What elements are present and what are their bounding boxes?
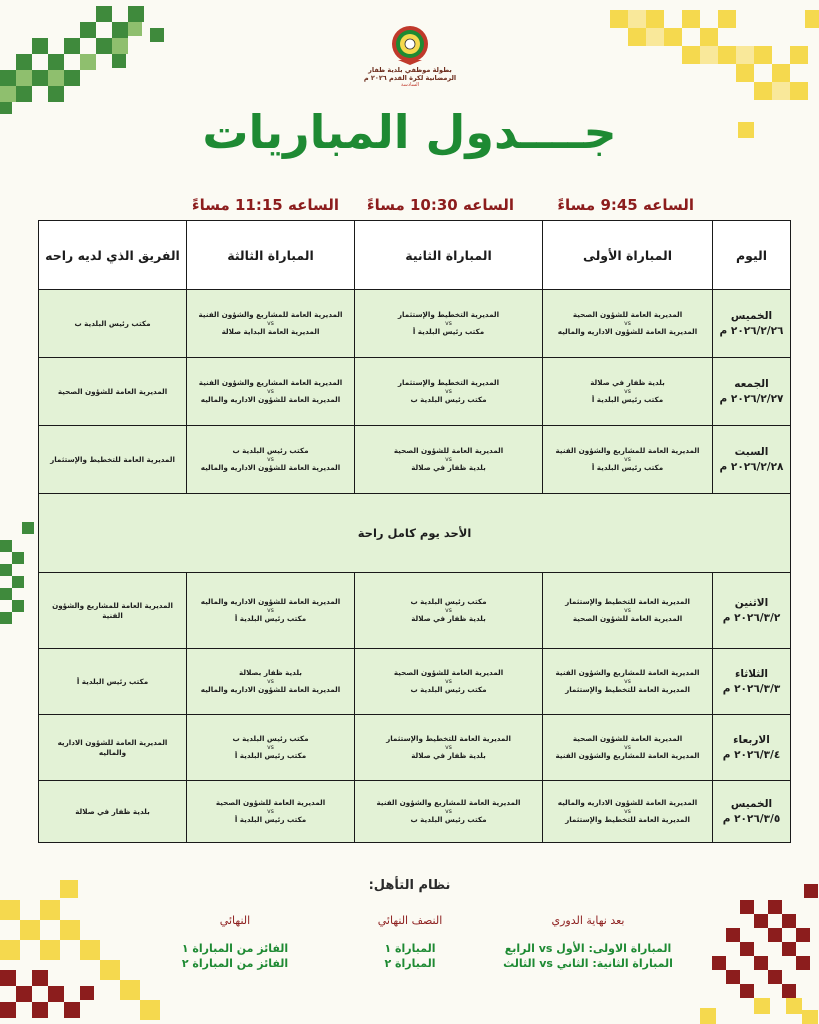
header-second-match: المباراة الثانية (355, 221, 543, 290)
off-day-cell: الأحد يوم كامل راحة (39, 494, 791, 573)
match-cell: المديرية العامة للمشاريع والشؤون الفنية vs مكتب رئيس البلدية أ (543, 426, 713, 494)
day-cell: الجمعه ٢٠٢٦/٢/٢٧ م (713, 358, 791, 426)
match-cell: المديرية العامة للمشاريع والشؤون الفنية vs المديرية العامة للتخطيط والإستثمار (543, 649, 713, 715)
match-cell: المديرية العامة المشاريع والشؤون الفنية vs المديرية العامة للشؤون الاداريه والماليه (187, 358, 355, 426)
table-row (39, 649, 791, 715)
rest-team-cell: مكتب رئيس البلدية أ (39, 649, 187, 715)
match-cell: مكتب رئيس البلدية ب vs بلدية ظفار في صلالة (355, 573, 543, 649)
match-cell: المديرية العامة للشؤون الصحية vs مكتب رئيس البلدية أ (187, 781, 355, 843)
table-row (39, 573, 791, 649)
day-cell: الاثنين ٢٠٢٦/٣/٢ م (713, 573, 791, 649)
match-cell: المديرية العامة للشؤون الاداريه والماليه vs المديرية العامة للتخطيط والإستثمار (543, 781, 713, 843)
table-row (39, 426, 791, 494)
match-cell: المديرية العامة للشؤون الصحية vs مكتب رئيس البلدية ب (355, 649, 543, 715)
match-cell: بلدية ظفار بصلالة vs المديرية العامة للشؤون الاداريه والماليه (187, 649, 355, 715)
schedule-table (38, 220, 791, 843)
logo-emblem-icon (390, 24, 430, 66)
match-cell: مكتب رئيس البلدية ب vs مكتب رئيس البلدية أ (187, 715, 355, 781)
match-cell: المديرية العامة للشؤون الصحية vs المديرية العامة للشؤون الاداريه والماليه (543, 290, 713, 358)
header-first-match: المباراة الأولى (543, 221, 713, 290)
third-match-time: الساعه 11:15 مساءً (191, 196, 339, 214)
match-cell: مكتب رئيس البلدية ب vs المديرية العامة للشؤون الاداريه والماليه (187, 426, 355, 494)
final-heading: النهائي (219, 914, 251, 927)
table-row (39, 715, 791, 781)
rest-team-cell: بلدية ظفار في صلالة (39, 781, 187, 843)
rest-team-cell: المديرية العامة للشؤون الاداريه والماليه (39, 715, 187, 781)
table-row (39, 358, 791, 426)
table-header-row (39, 221, 791, 290)
off-day-row (39, 494, 791, 573)
semi-line-2: المباراة ٢ (384, 957, 436, 970)
first-match-time: الساعه 9:45 مساءً (557, 196, 694, 214)
final-line-2: الفائز من المباراة ٢ (181, 957, 289, 970)
league-heading: بعد نهاية الدوري (551, 914, 625, 927)
qualification-semi-final (345, 914, 475, 971)
match-cell: المديرية العامة للشؤون الصحية vs بلدية ظفار في صلالة (355, 426, 543, 494)
table-row (39, 781, 791, 843)
league-line-2: المباراة الثانية: الثاني vs الثالث (503, 957, 673, 970)
page-title: جــــدول المباريات (202, 105, 617, 159)
qualification-league (498, 914, 678, 971)
qualification-title: نظام التأهل: (368, 878, 451, 893)
day-cell: الخميس ٢٠٢٦/٣/٥ م (713, 781, 791, 843)
rest-team-cell: المديرية العامة للتخطيط والإستثمار (39, 426, 187, 494)
match-cell: المديرية العامة للشؤون الصحية vs المديرية العامة للمشاريع والشؤون الفنية (543, 715, 713, 781)
match-cell: المديرية العامة للشؤون الاداريه والماليه vs مكتب رئيس البلدية أ (187, 573, 355, 649)
match-cell: المديرية التخطيط والإستثمار vs مكتب رئيس البلدية ب (355, 358, 543, 426)
rest-team-cell: مكتب رئيس البلدية ب (39, 290, 187, 358)
semi-heading: النصف النهائي (377, 914, 443, 927)
table-row (39, 290, 791, 358)
second-match-time: الساعه 10:30 مساءً (366, 196, 514, 214)
match-cell: المديرية العامة للتخطيط والإستثمار vs المديرية العامة للشؤون الصحية (543, 573, 713, 649)
match-cell: المديرية العامة للمشاريع والشؤون الفنية vs المديرية العامة البداية صلالة (187, 290, 355, 358)
logo-line-1: بطولة موظفي بلدية ظفار (368, 66, 452, 74)
semi-line-1: المباراة ١ (384, 942, 436, 955)
logo-line-2: الرمضانية لكرة القدم ٢٠٢٦ م (363, 74, 457, 82)
day-cell: الخميس ٢٠٢٦/٢/٢٦ م (713, 290, 791, 358)
match-cell: المديرية العامة للتخطيط والإستثمار vs بلدية ظفار في صلالة (355, 715, 543, 781)
league-line-1: المباراة الاولى: الأول vs الرابع (504, 942, 672, 955)
header-day: اليوم (713, 221, 791, 290)
match-cell: المديرية التخطيط والإستثمار vs مكتب رئيس البلدية أ (355, 290, 543, 358)
match-cell: بلدية ظفار في صلالة vs مكتب رئيس البلدية أ (543, 358, 713, 426)
header-rest-team: الفريق الذي لديه راحه (39, 221, 187, 290)
qualification-final (160, 914, 310, 971)
match-cell: المديرية العامة للمشاريع والشؤون الفنية vs مكتب رئيس البلدية ب (355, 781, 543, 843)
day-cell: السبت ٢٠٢٦/٢/٢٨ م (713, 426, 791, 494)
rest-team-cell: المديرية العامة للمشاريع والشؤون الفنية (39, 573, 187, 649)
header-third-match: المباراة الثالثة (187, 221, 355, 290)
tournament-logo (350, 24, 470, 88)
day-cell: الاربعاء ٢٠٢٦/٣/٤ م (713, 715, 791, 781)
logo-line-3: السادسة (401, 82, 419, 88)
rest-team-cell: المديرية العامة للشؤون الصحية (39, 358, 187, 426)
final-line-1: الفائز من المباراة ١ (181, 942, 289, 955)
day-cell: الثلاثاء ٢٠٢٦/٣/٣ م (713, 649, 791, 715)
